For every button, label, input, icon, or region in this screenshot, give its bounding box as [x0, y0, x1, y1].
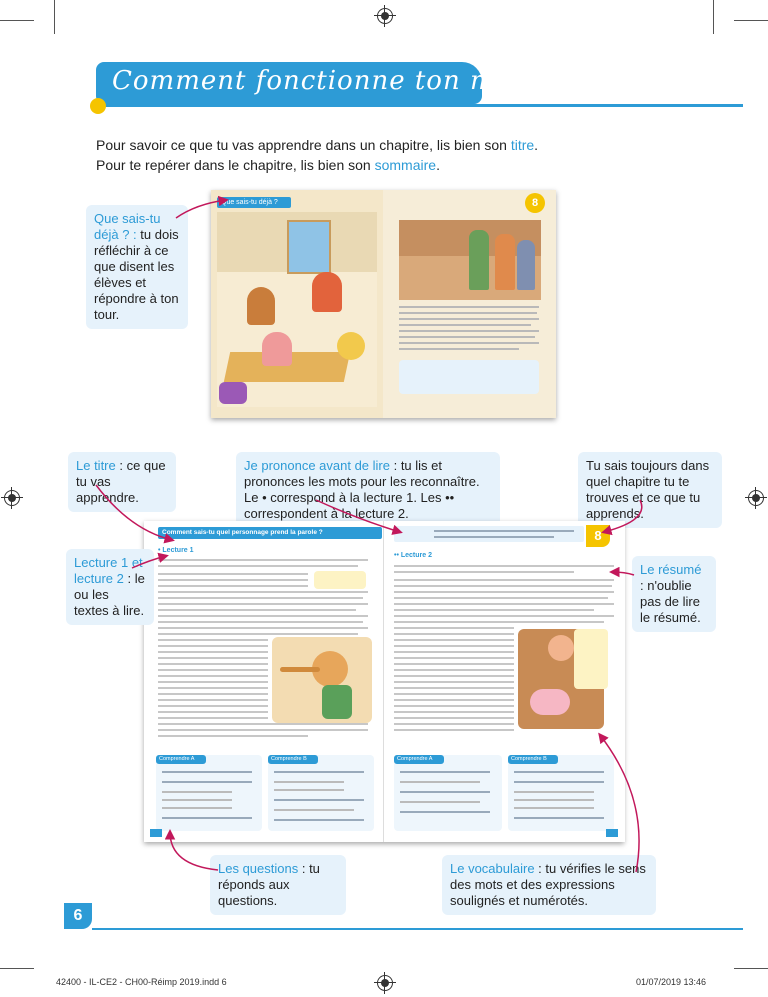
- callout-text: : tu lis et prononces les mots pour les reconnaître. Le • correspond à la lecture 1. Les •• correspondent à la lecture 2.: [244, 458, 480, 521]
- callout-key: Lecture 1 et lecture 2: [74, 555, 143, 586]
- page-number: 6: [64, 903, 92, 929]
- arrow-que-sais-tu: [176, 200, 226, 218]
- arrow-titre: [96, 485, 172, 540]
- callout-key: Les questions: [218, 861, 299, 876]
- intro-text: Pour savoir ce que tu vas apprendre dans un chapitre, lis bien son: [96, 137, 511, 153]
- questions-header-label: Comprendre A: [159, 756, 195, 762]
- callout-text: : n'oublie pas de lire le résumé.: [640, 578, 701, 625]
- arrow-questions: [170, 832, 218, 870]
- page-title: Comment fonctionne ton manuel ?: [112, 66, 598, 96]
- thumb-tab: Que sais-tu déjà ?: [217, 197, 291, 208]
- questions-header-label: Comprendre B: [511, 756, 547, 762]
- footer-file-name: 42400 - IL-CE2 - CH00-Réimp 2019.indd 6: [56, 977, 227, 987]
- intro-keyword-sommaire: sommaire: [374, 157, 437, 173]
- callout-key: Le titre: [76, 458, 116, 473]
- callout-text: tu dois réfléchir à ce que disent les élèves et répondre à ton tour.: [94, 227, 179, 322]
- chapter-number-badge: 8: [525, 193, 545, 213]
- callout-text: : tu vérifies le sens des mots et des expressions soulignés et numérotés.: [450, 861, 646, 908]
- callout-key: Le résumé: [640, 562, 702, 577]
- intro-text: .: [534, 137, 539, 153]
- arrow-sais-toujours: [604, 500, 642, 532]
- chapter-number-badge: 8: [586, 525, 610, 547]
- lecture-2-heading: •• Lecture 2: [394, 552, 432, 559]
- intro-text: Pour te repérer dans le chapitre, lis bien son: [96, 157, 375, 173]
- arrow-resume: [612, 572, 634, 575]
- footer-timestamp: 01/07/2019 13:46: [636, 977, 707, 987]
- arrow-lecture: [132, 556, 166, 568]
- arrow-vocabulaire: [600, 735, 639, 872]
- page-bottom-line: [92, 928, 743, 930]
- intro-text: .: [436, 157, 440, 173]
- arrow-prononce: [316, 500, 400, 532]
- callout-key: Je prononce avant de lire: [244, 458, 390, 473]
- intro-keyword-titre: titre: [510, 137, 535, 153]
- questions-header-label: Comprendre B: [271, 756, 307, 762]
- callout-text: : le ou les textes à lire.: [74, 571, 145, 618]
- questions-header-label: Comprendre A: [397, 756, 433, 762]
- chapter-title-bar: Comment sais-tu quel personnage prend la parole ?: [158, 527, 382, 539]
- callout-text: : ce que tu vas apprendre.: [76, 458, 166, 505]
- callout-key: Que sais-tu déjà ? :: [94, 211, 161, 242]
- callout-text: Tu sais toujours dans quel chapitre tu te trouves et ce que tu apprends.: [586, 458, 710, 521]
- callout-key: Le vocabulaire: [450, 861, 535, 876]
- callout-text: : tu réponds aux questions.: [218, 861, 320, 908]
- lecture-1-heading: • Lecture 1: [158, 547, 194, 554]
